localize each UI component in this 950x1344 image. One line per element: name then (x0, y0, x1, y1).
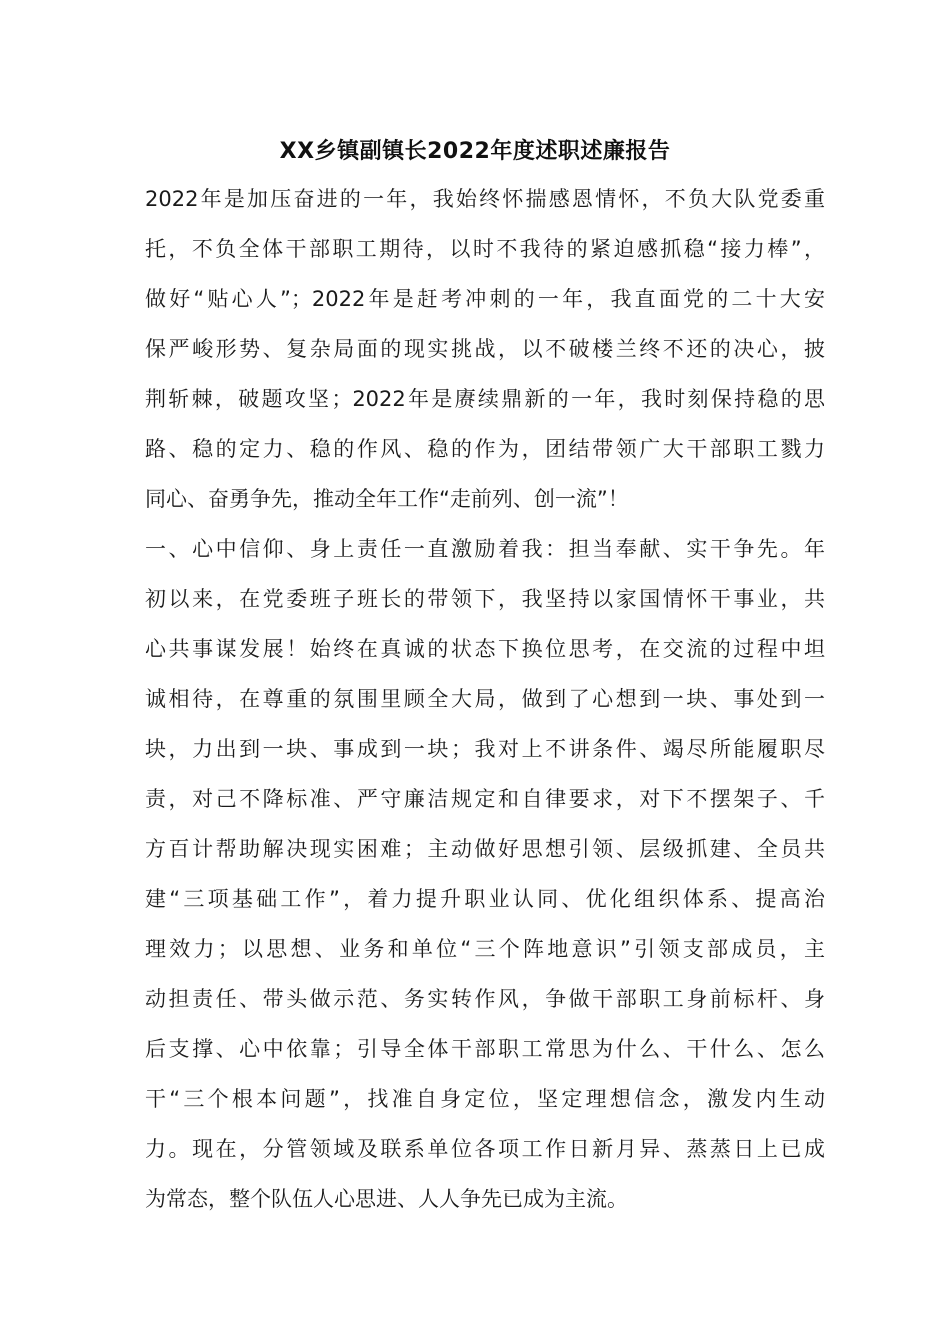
paragraph-line: 初以来，在党委班子班长的带领下，我坚持以家国情怀干事业，共 (145, 587, 825, 611)
paragraph-line: 同心、奋勇争先，推动全年工作“走前列、创一流”！ (145, 487, 629, 511)
paragraph-line: 心共事谋发展！始终在真诚的状态下换位思考，在交流的过程中坦 (145, 637, 825, 661)
paragraph-line: 托，不负全体干部职工期待，以时不我待的紧迫感抓稳“接力棒”， (145, 237, 825, 261)
paragraph-line: 一、心中信仰、身上责任一直激励着我：担当奉献、实干争先。年 (145, 537, 825, 561)
paragraph-line: 后支撑、心中依靠；引导全体干部职工常思为什么、干什么、怎么 (145, 1037, 825, 1061)
paragraph-line: 力。现在，分管领域及联系单位各项工作日新月异、蒸蒸日上已成 (145, 1137, 825, 1161)
paragraph-line: 干“三个根本问题”，找准自身定位，坚定理想信念，激发内生动 (145, 1087, 825, 1111)
paragraph-line: 理效力；以思想、业务和单位“三个阵地意识”引领支部成员，主 (145, 937, 825, 961)
paragraph-line: 2022年是加压奋进的一年，我始终怀揣感恩情怀，不负大队党委重 (145, 187, 825, 211)
paragraph-line: 荆斩棘，破题攻坚；2022年是赓续鼎新的一年，我时刻保持稳的思 (145, 387, 825, 411)
paragraph-line: 责，对己不降标准、严守廉洁规定和自律要求，对下不摆架子、千 (145, 787, 825, 811)
paragraph-line: 为常态，整个队伍人心思进、人人争先已成为主流。 (145, 1187, 628, 1211)
paragraph-section-one (145, 524, 825, 1224)
paragraph-line: 动担责任、带头做示范、务实转作风，争做干部职工身前标杆、身 (145, 987, 825, 1011)
paragraph-line: 方百计帮助解决现实困难；主动做好思想引领、层级抓建、全员共 (145, 837, 825, 861)
paragraph-line: 诚相待，在尊重的氛围里顾全大局，做到了心想到一块、事处到一 (145, 687, 825, 711)
paragraph-line: 做好“贴心人”；2022年是赶考冲刺的一年，我直面党的二十大安 (145, 287, 825, 311)
paragraph-line: 路、稳的定力、稳的作风、稳的作为，团结带领广大干部职工戮力 (145, 437, 825, 461)
document-title: XX乡镇副镇长2022年度述职述廉报告 (279, 139, 671, 164)
paragraph-intro (145, 174, 825, 524)
paragraph-line: 建“三项基础工作”，着力提升职业认同、优化组织体系、提高治 (145, 887, 825, 911)
paragraph-line: 保严峻形势、复杂局面的现实挑战，以不破楼兰终不还的决心，披 (145, 337, 825, 361)
paragraph-line: 块，力出到一块、事成到一块；我对上不讲条件、竭尽所能履职尽 (145, 737, 825, 761)
